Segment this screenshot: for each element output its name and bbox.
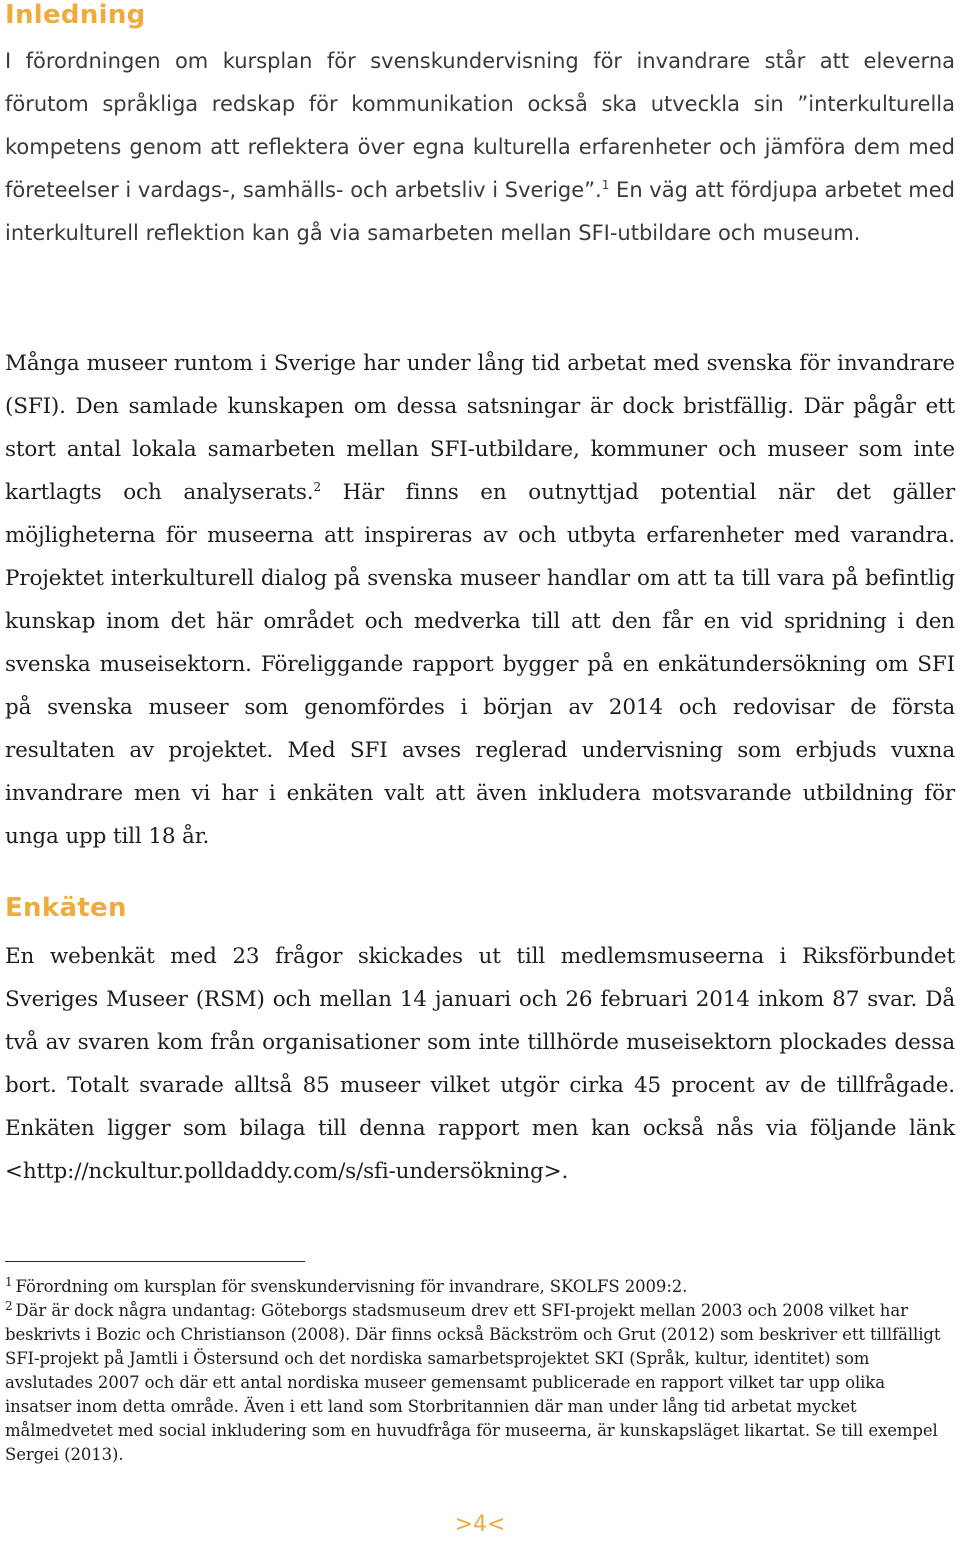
footnote-mark: 1 <box>5 1274 13 1289</box>
intro-paragraph-text: I förordningen om kursplan för svenskundervisning för invandrare står att eleverna förutom språkliga redskap för kommunikation också ska utveckla sin ”interkulturella kompetens genom att reflektera över egna kulturella erfarenheter och jämföra dem med företeelser i vardags-, samhälls- och arbetsliv i Sverige”. <box>5 49 955 202</box>
footnote-text: Där är dock några undantag: Göteborgs stadsmuseum drev ett SFI-projekt mellan 2003 och 2008 vilket har beskrivts i Bozic och Christianson (2008). Där finns också Bäckström och Grut (2012) som beskriver ett tillfälligt SFI-projekt på Jamtli i Östersund och det nordiska samarbetsprojektet SKI (Språk, kultur, identitet) som avslutades 2007 och där ett antal nordiska museer gemensamt publicerade en rapport vilket tar upp olika insatser inom detta område. Även i ett land som Storbritannien där man under lång tid arbetat mycket målmedvetet med social inkludering som en huvudfråga för museerna, är kunskapsläget likartat. Se till exempel Sergei (2013). <box>5 1301 941 1464</box>
intro-paragraph-text-cont: En väg att fördjupa arbetet med interkulturell reflektion kan gå via samarbeten mellan SFI-utbildare och museum. <box>5 178 955 245</box>
page-number: >4< <box>454 1512 506 1537</box>
museums-paragraph-text-cont: Här finns en outnyttjad potential när det gäller möjligheterna för museerna att inspireras av och utbyta erfarenheter med varandra. Projektet interkulturell dialog på svenska museer handlar om att ta till vara på befintlig kunskap inom det här området och medverka till att den får en vid spridning i den svenska museisektorn. Föreliggande rapport bygger på en enkätundersökning om SFI på svenska museer som genomfördes i början av 2014 och redovisar de första resultaten av projektet. Med SFI avses reglerad undervisning som erbjuds vuxna invandrare men vi har i enkäten valt att även inkludera motsvarande utbildning för unga upp till 18 år. <box>5 480 955 849</box>
footnote-text: Förordning om kursplan för svenskundervisning för invandrare, SKOLFS 2009:2. <box>15 1277 688 1296</box>
footnote-2 <box>5 1299 945 1467</box>
footnotes <box>5 1275 945 1467</box>
footnote-divider <box>5 1261 305 1262</box>
survey-paragraph: En webenkät med 23 frågor skickades ut till medlemsmuseerna i Riksförbundet Sveriges Museer (RSM) och mellan 14 januari och 26 februari 2014 inkom 87 svar. Då två av svaren kom från organisationer som inte tillhörde museisektorn plockades dessa bort. Totalt svarade alltså 85 museer vilket utgör cirka 45 procent av de tillfrågade. Enkäten ligger som bilaga till denna rapport men kan också nås via följande länk <http://nckultur.polldaddy.com/s/sfi-undersökning>. <box>5 944 955 1184</box>
section-heading-inledning: Inledning <box>5 0 146 30</box>
museums-paragraph <box>5 342 955 858</box>
footnote-mark: 2 <box>5 1298 13 1313</box>
intro-paragraph <box>5 40 955 255</box>
museums-paragraph-text: Många museer runtom i Sverige har under lång tid arbetat med svenska för invandrare (SFI). Den samlade kunskapen om dessa satsningar är dock bristfällig. Där pågår ett stort antal lokala samarbeten mellan SFI-utbildare, kommuner och museer som inte kartlagts och analyserats. <box>5 351 955 505</box>
section-heading-enkaten: Enkäten <box>5 893 127 923</box>
footnote-1 <box>5 1275 945 1299</box>
footnote-ref-1[interactable]: 1 <box>601 178 610 192</box>
footnote-ref-2[interactable]: 2 <box>313 479 321 494</box>
